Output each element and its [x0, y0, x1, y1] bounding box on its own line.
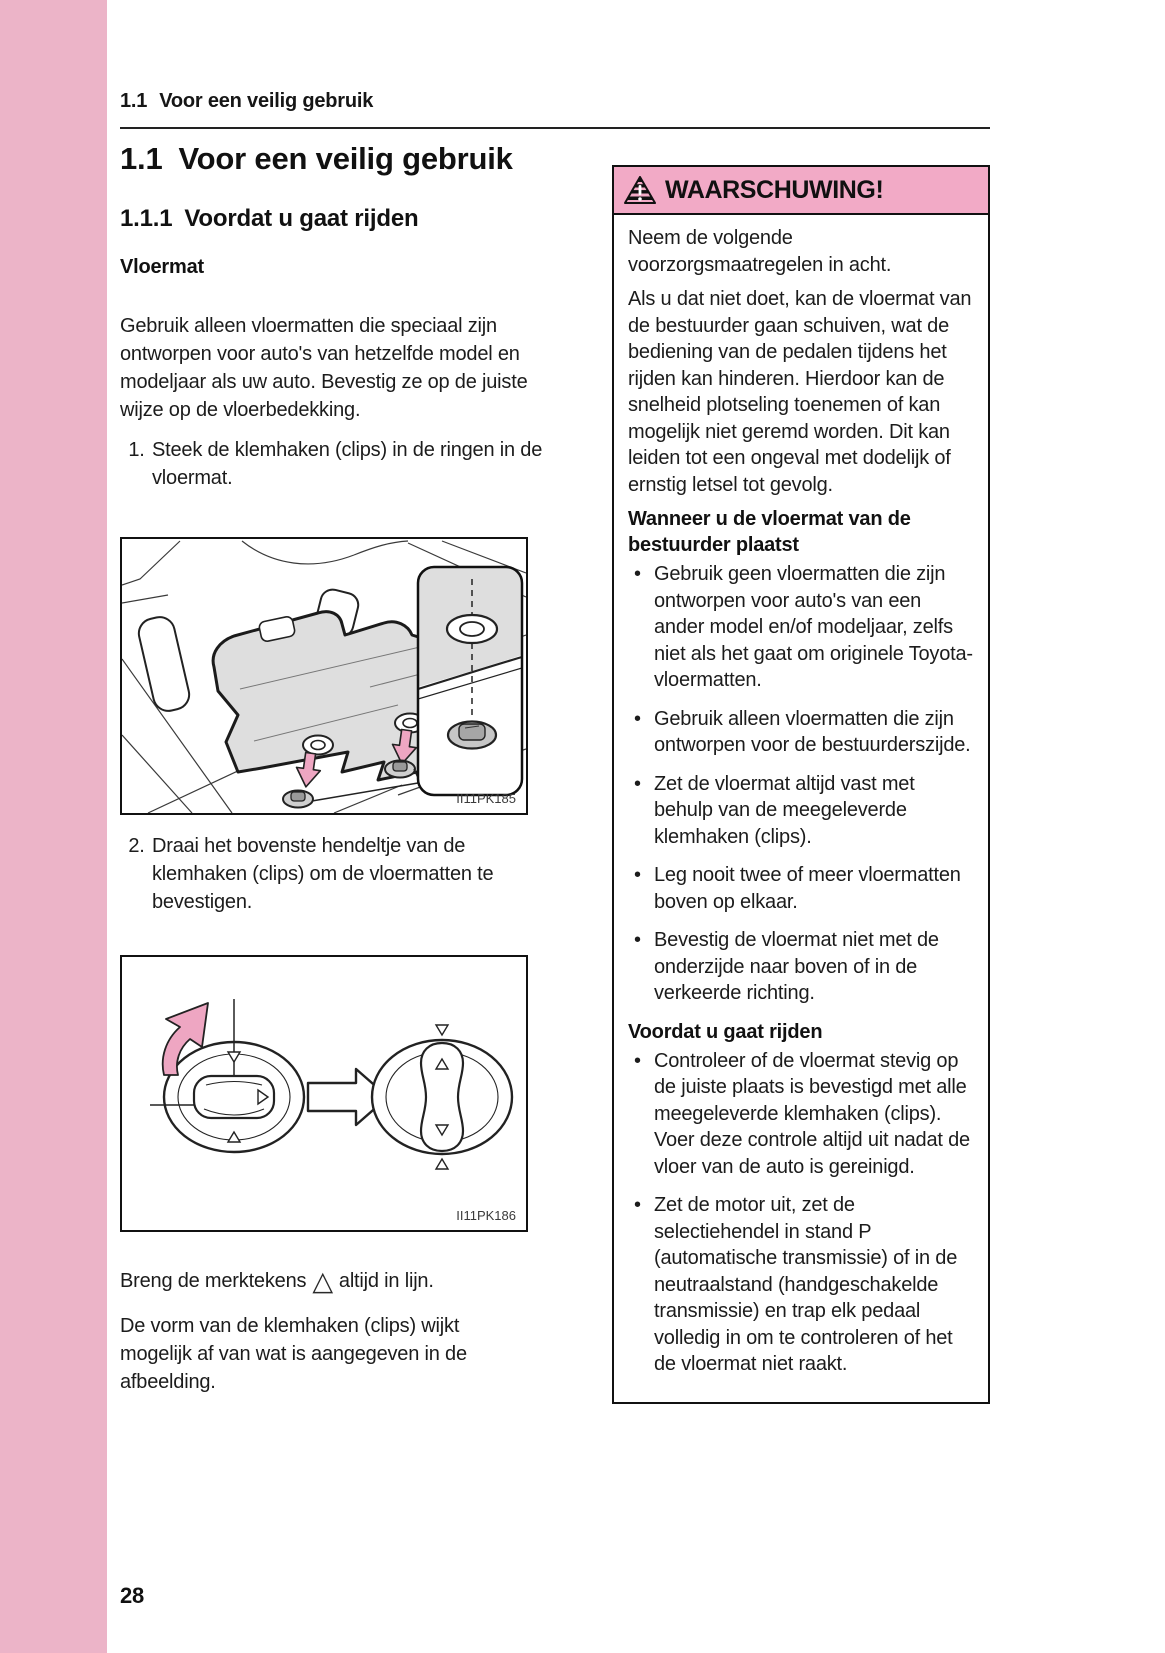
sidebar-strip: [0, 0, 107, 1653]
subsection-heading: Vloermat: [120, 256, 204, 278]
running-head: [120, 90, 373, 113]
warning-subheading-1: Wanneer u de vloermat van de bestuurder plaatst: [628, 508, 911, 556]
page-title-text: Voor een veilig gebruik: [178, 141, 513, 176]
warning-body: [614, 215, 988, 1402]
warning-triangle-icon: [624, 176, 656, 204]
clip-rotation-diagram: [122, 957, 526, 1230]
warning-bullet-item: • Controleer of de vloermat stevig op de juiste plaats is bevestigd met alle meegeleverde klemhaken (clips). Voer deze controle altijd uit nadat de vloer van de auto is gereinigd.: [654, 1048, 976, 1181]
align-note-suffix: altijd in lijn.: [338, 1270, 434, 1292]
warning-bullet-item: • Gebruik alleen vloermatten die zijn ontworpen voor de bestuurderszijde.: [654, 706, 976, 759]
page-title-number: 1.1: [120, 141, 163, 176]
section-heading: [120, 205, 418, 233]
warning-bullet-item: • Leg nooit twee of meer vloermatten boven op elkaar.: [654, 862, 976, 915]
running-head-number: 1.1: [120, 90, 148, 112]
floormat-clip-diagram: [122, 539, 526, 813]
step-item-1: 1. Steek de klemhaken (clips) in de ringen in de vloermat.: [150, 436, 550, 492]
intro-paragraph: Gebruik alleen vloermatten die speciaal zijn ontworpen voor auto's van hetzelfde model en modeljaar als uw auto. Bevestig ze op de juiste wijze op de vloerbedekking.: [120, 315, 528, 421]
align-note: [120, 1266, 528, 1296]
warning-header: [614, 167, 988, 215]
page-title: [120, 141, 513, 177]
warning-bullet-item: • Zet de vloermat altijd vast met behulp van de meegeleverde klemhaken (clips).: [654, 771, 976, 851]
step-list-2: [120, 832, 550, 916]
warning-bullet-item: • Gebruik geen vloermatten die zijn ontworpen voor auto's van een ander model en/of modeljaar, zelfs niet als het gaat om originele Toyota-vloermatten.: [654, 561, 976, 694]
warning-consequence: Als u dat niet doet, kan de vloermat van de bestuurder gaan schuiven, wat de bediening van de pedalen tijdens het rijden kan hinderen. Hierdoor kan de snelheid plotseling toenemen of kan mogelijk niet geremd worden. Dit kan leiden tot een ongeval met dodelijk of ernstig letsel tot gevolg.: [628, 288, 972, 496]
triangle-mark-symbol: △: [312, 1266, 333, 1296]
warning-bullet-item: • Bevestig de vloermat niet met de onderzijde naar boven of in de verkeerde richting.: [654, 927, 976, 1007]
step-item-2: 2. Draai het bovenste hendeltje van de klemhaken (clips) om de vloermatten te bevestigen.: [150, 832, 550, 916]
warning-bullet-list-1: [628, 561, 976, 1007]
figure-clip-rotation: [120, 955, 528, 1232]
align-note-prefix: Breng de merktekens: [120, 1270, 307, 1292]
section-number: 1.1.1: [120, 205, 173, 232]
header-rule: [120, 127, 990, 129]
warning-bullet-item: • Zet de motor uit, zet de selectiehendel in stand P (automatische transmissie) of in de neutraalstand (handgeschakelde transmissie) en trap elk pedaal volledig in om te controleren of het de vloermat niet raakt.: [654, 1192, 976, 1378]
warning-subheading-2: Voordat u gaat rijden: [628, 1020, 823, 1043]
warning-bullet-list-2: [628, 1048, 976, 1378]
warning-title: WAARSCHUWING!: [665, 175, 884, 204]
figure-code-label: II11PK185: [456, 791, 516, 806]
figure-floormat-installation: [120, 537, 528, 815]
figure-code-label: II11PK186: [456, 1208, 516, 1223]
warning-intro: Neem de volgende voorzorgsmaatregelen in acht.: [628, 227, 892, 276]
page-number: 28: [120, 1583, 145, 1608]
running-head-text: Voor een veilig gebruik: [159, 90, 374, 112]
shape-note: De vorm van de klemhaken (clips) wijkt mogelijk af van wat is aangegeven in de afbeelding.: [120, 1315, 467, 1393]
warning-box: [612, 165, 990, 1404]
section-text: Voordat u gaat rijden: [184, 205, 419, 232]
step-list-1: [120, 436, 550, 492]
